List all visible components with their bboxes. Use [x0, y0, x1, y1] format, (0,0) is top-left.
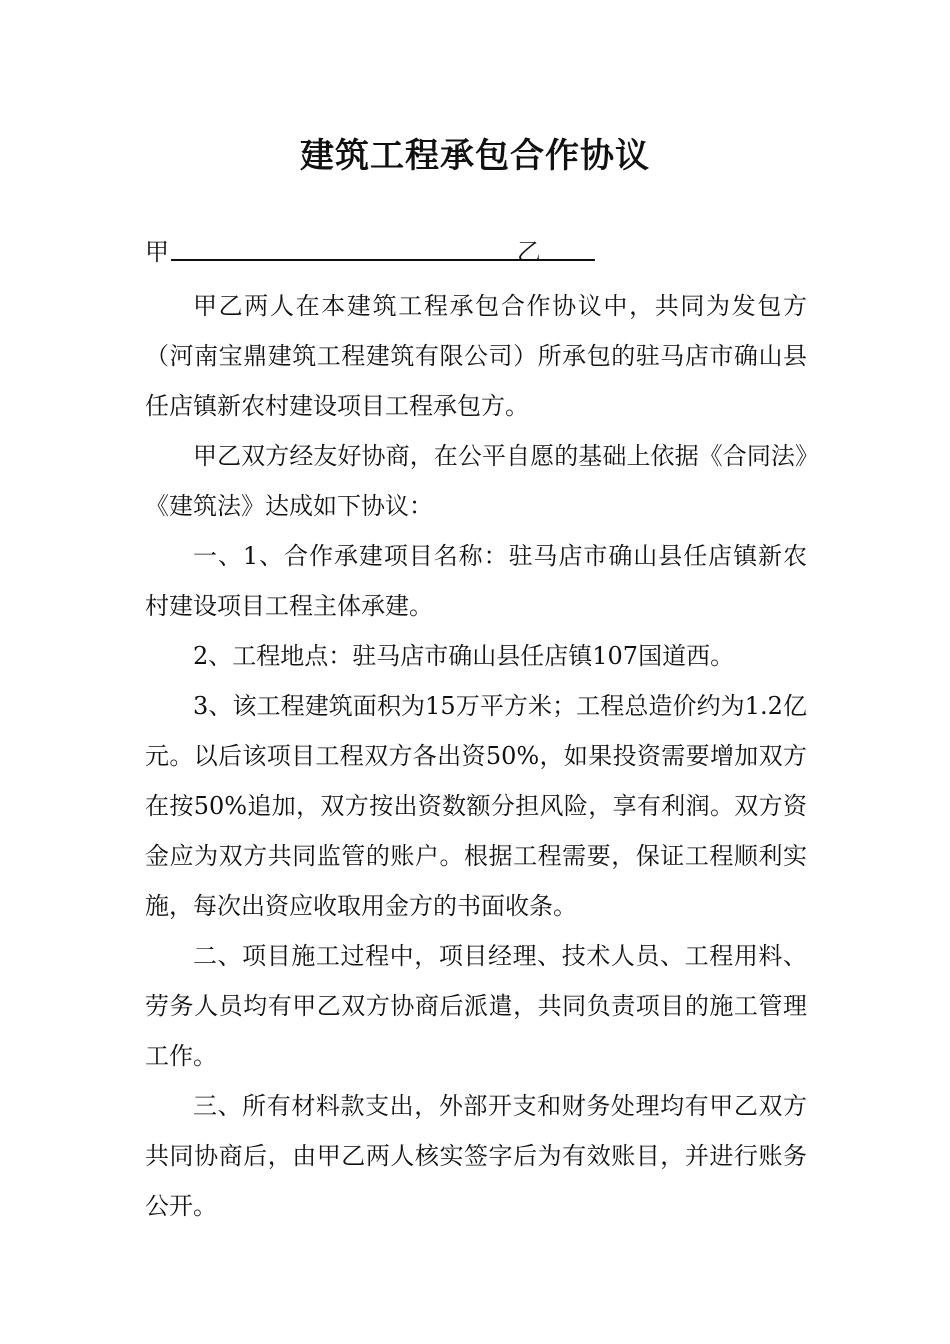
- paragraph-location: 2、工程地点：驻马店市确山县任店镇107国道西。: [193, 642, 735, 670]
- party-a-label: 甲: [145, 238, 169, 266]
- agreement-body: [145, 281, 807, 1231]
- paragraph-management: 二、项目施工过程中，项目经理、技术人员、工程用料、劳务人员均有甲乙双方协商后派遣，共同负责项目的施工管理工作。: [145, 942, 807, 1070]
- party-b-label: 乙: [517, 238, 541, 266]
- paragraph-finance: 三、所有材料款支出，外部开支和财务处理均有甲乙双方共同协商后，由甲乙两人核实签字后为有效账目，并进行账务公开。: [145, 1092, 807, 1220]
- paragraph-basis: 甲乙双方经友好协商，在公平自愿的基础上依据《合同法》《建筑法》达成如下协议：: [145, 442, 807, 520]
- parties-line: [145, 232, 805, 272]
- paragraph-intro: 甲乙两人在本建筑工程承包合作协议中，共同为发包方（河南宝鼎建筑工程建筑有限公司）所承包的驻马店市确山县任店镇新农村建设项目工程承包方。: [145, 292, 807, 420]
- paragraph-investment: 3、该工程建筑面积为15万平方米；工程总造价约为1.2亿元。以后该项目工程双方各出资50%，如果投资需要增加双方在按50%追加，双方按出资数额分担风险，享有利润。双方资金应为双方共同监管的账户。根据工程需要，保证工程顺利实施，每次出资应收取用金方的书面收条。: [145, 692, 807, 920]
- paragraph-project-name: 一、1、合作承建项目名称：驻马店市确山县任店镇新农村建设项目工程主体承建。: [145, 542, 807, 620]
- document-title: 建筑工程承包合作协议: [300, 136, 650, 176]
